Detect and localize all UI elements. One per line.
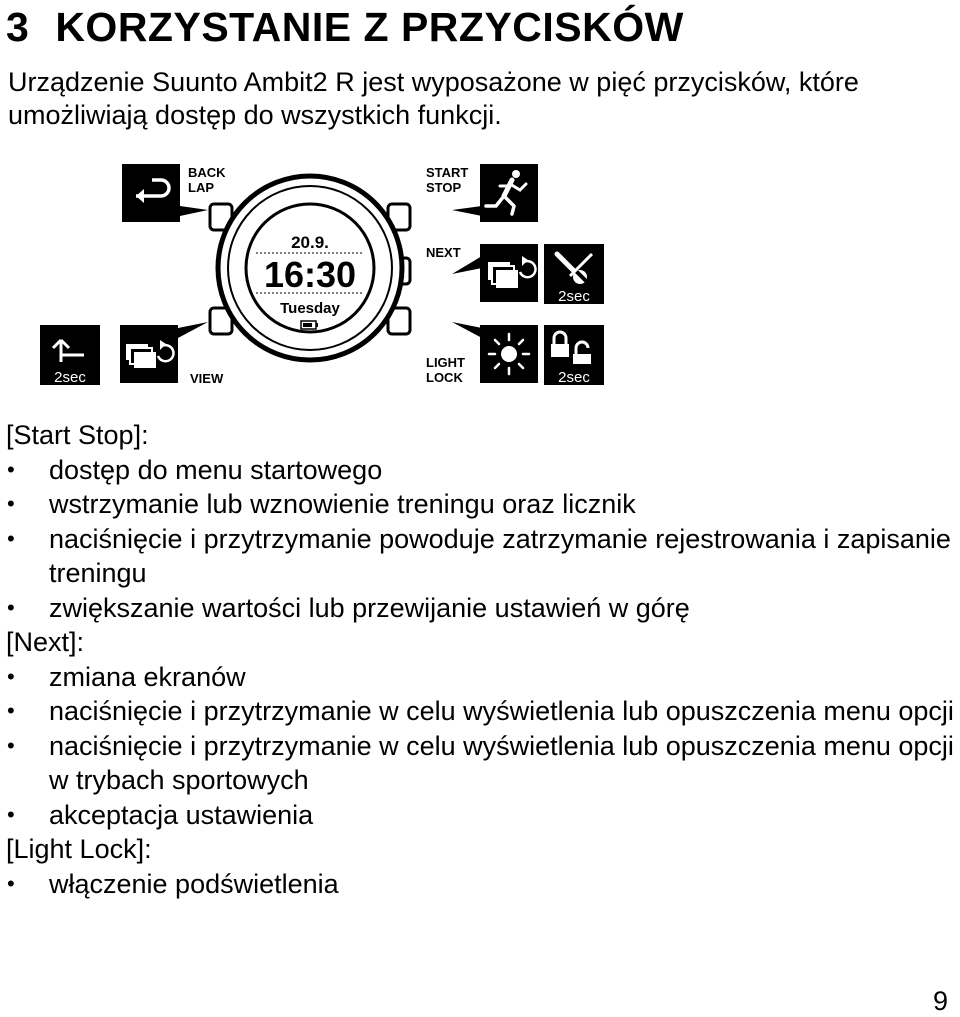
next-button-icon (452, 244, 538, 302)
chapter-number: 3 (6, 4, 30, 50)
label-view: VIEW (190, 371, 224, 386)
list-item: • akceptacja ustawienia (6, 798, 956, 833)
watch-face (218, 176, 402, 360)
light-lock-button-icon (452, 322, 538, 383)
chapter-heading (6, 4, 684, 51)
intro-paragraph: Urządzenie Suunto Ambit2 R jest wyposażone w pięć przycisków, które umożliwiają dostęp do wszystkich funkcji. (8, 67, 859, 130)
list-item: • naciśnięcie i przytrzymanie w celu wyświetlenia lub opuszczenia menu opcji w trybach sportowych (6, 729, 956, 798)
label-lap: LAP (188, 180, 214, 195)
page-number: 9 (932, 986, 948, 1016)
label-next: NEXT (426, 245, 461, 260)
label-2sec-left: 2sec (54, 369, 86, 386)
next-list (6, 660, 956, 833)
sun-icon (489, 334, 529, 374)
list-item: • wstrzymanie lub wznowienie treningu oraz licznik (6, 487, 956, 522)
watch-buttons-diagram (40, 150, 620, 395)
list-item: • włączenie podświetlenia (6, 867, 956, 902)
next-hold-icon (544, 244, 604, 305)
watch-day: Tuesday (280, 300, 340, 317)
chapter-title: KORZYSTANIE Z PRZYCISKÓW (55, 4, 684, 50)
label-stop: STOP (426, 180, 462, 195)
lock-hold-icon (544, 325, 604, 386)
light-lock-list (6, 867, 956, 902)
label-2sec-lock: 2sec (558, 369, 590, 386)
view-hold-icon (40, 325, 100, 386)
label-light: LIGHT (426, 355, 465, 370)
watch-time: 16:30 (263, 254, 357, 295)
list-item: • naciśnięcie i przytrzymanie powoduje zatrzymanie rejestrowania i zapisanie treningu (6, 522, 956, 591)
list-item: • zwiększanie wartości lub przewijanie ustawień w górę (6, 591, 956, 626)
list-item: • dostęp do menu startowego (6, 453, 956, 488)
button-descriptions (6, 418, 956, 901)
section-label-next: [Next]: (6, 627, 85, 657)
label-2sec-next: 2sec (558, 288, 590, 305)
start-stop-list (6, 453, 956, 626)
label-back: BACK (188, 165, 226, 180)
battery-icon (301, 321, 318, 329)
label-start: START (426, 165, 469, 180)
list-item: • naciśnięcie i przytrzymanie w celu wyświetlenia lub opuszczenia menu opcji (6, 694, 956, 729)
section-label-start-stop: [Start Stop]: (6, 420, 149, 450)
label-lock: LOCK (426, 370, 463, 385)
list-item: • zmiana ekranów (6, 660, 956, 695)
section-label-light-lock: [Light Lock]: (6, 834, 152, 864)
watch-date: 20.9. (291, 233, 329, 252)
